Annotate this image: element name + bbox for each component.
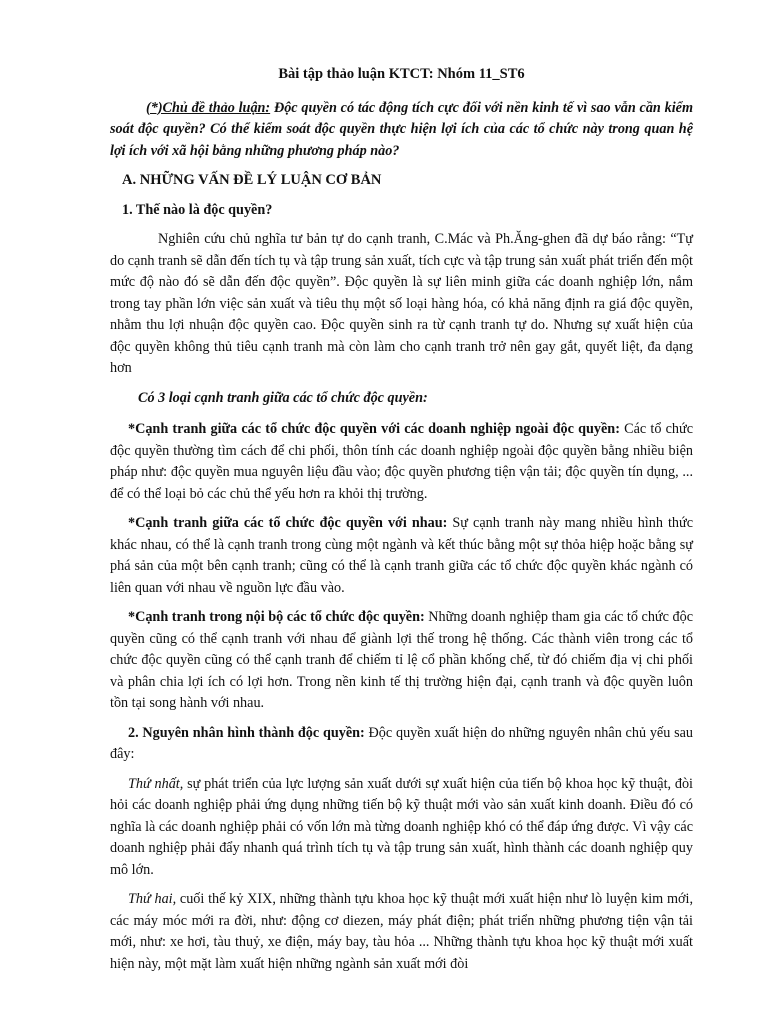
competition-item	[110, 419, 693, 505]
competition-item	[110, 513, 693, 599]
competition-item-label: *Cạnh tranh giữa các tổ chức độc quyền với nhau:	[128, 515, 448, 531]
question-2-text: Độc quyền xuất hiện do những nguyên nhân chủ yếu sau đây:	[110, 724, 694, 762]
competition-item-label: *Cạnh tranh giữa các tổ chức độc quyền với các doanh nghiệp ngoài độc quyền:	[128, 421, 620, 437]
reason-second-label: Thứ hai,	[128, 891, 177, 907]
competition-item	[110, 607, 693, 715]
question-2-label: 2. Nguyên nhân hình thành độc quyền:	[128, 724, 365, 741]
question-1-heading: 1. Thế nào là độc quyền?	[122, 201, 273, 218]
discussion-topic	[110, 98, 693, 163]
topic-label: (*)Chủ đề thảo luận:	[146, 99, 271, 116]
competition-item-label: *Cạnh tranh trong nội bộ các tổ chức độc quyền:	[128, 609, 425, 625]
competition-item-text: Những doanh nghiệp tham gia các tổ chức độc quyền cũng có thể cạnh tranh với nhau để giành lợi thế trong hệ thống. Các thành viên trong các tổ chức độc quyền cũng có thể cạnh tranh để chiếm tỉ lệ cổ phần khống chế, từ đó chiếm địa vị chi phối và phân chia lợi ích có lợi hơn. Trong nền kinh tế thị trường hiện đại, cạnh tranh và độc quyền luôn tồn tại song hành với nhau.	[110, 609, 693, 711]
question-2-paragraph	[110, 723, 693, 766]
document-title: Bài tập thảo luận KTCT: Nhóm 11_ST6	[278, 66, 525, 82]
intro-paragraph: Nghiên cứu chủ nghĩa tư bản tự do cạnh tranh, C.Mác và Ph.Ăng-ghen đã dự báo rằng: “Tự do cạnh tranh sẽ dẫn đến tích tụ và tập trung sản xuất, tích cực và tập trung sản xuất phát triển đến một mức độ nào đó sẽ dẫn đến độc quyền”. Độc quyền là sự liên minh giữa các doanh nghiệp lớn, nắm trong tay phần lớn việc sản xuất và tiêu thụ một số loại hàng hóa, có khả năng định ra giá độc quyền, nhằm thu lợi nhuận độc quyền cao. Độc quyền sinh ra từ cạnh tranh tự do. Nhưng sự xuất hiện của độc quyền không thủ tiêu cạnh tranh mà còn làm cho cạnh tranh trở nên gay gắt, quyết liệt, đa dạng hơn	[110, 231, 693, 376]
section-a-heading: A. NHỮNG VẤN ĐỀ LÝ LUẬN CƠ BẢN	[122, 172, 382, 188]
competition-item-text: Các tổ chức độc quyền thường tìm cách để chi phối, thôn tính các doanh nghiệp ngoài độc quyền bằng nhiều biện pháp như: độc quyền mua nguyên liệu đầu vào; độc quyền phương tiện vận tải; độc quyền tín dụng, ... để có thể loại bỏ các chủ thể yếu hơn ra khỏi thị trường.	[110, 421, 693, 502]
competition-item-text: Sự cạnh tranh này mang nhiều hình thức khác nhau, có thể là cạnh tranh trong cùng một ngành và kết thúc bằng một sự thỏa hiệp hoặc bằng sự phá sản của một bên cạnh tranh; cũng có thể là cạnh tranh giữa các tổ chức độc quyền khác ngành có liên quan với nhau về nguồn lực đầu vào.	[110, 515, 693, 596]
reason-first-label: Thứ nhất,	[128, 775, 184, 792]
reason-second-paragraph	[110, 889, 693, 975]
reason-first-text: sự phát triển của lực lượng sản xuất dưới sự xuất hiện của tiến bộ khoa học kỹ thuật, đòi hỏi các doanh nghiệp phải ứng dụng những tiến bộ kỹ thuật mới vào sản xuất kinh doanh. Điều đó có nghĩa là các doanh nghiệp phải có vốn lớn mà từng doanh nghiệp khó có thể đáp ứng được. Vì vậy các doanh nghiệp phải đẩy nhanh quá trình tích tụ và tập trung sản xuất, hình thành các doanh nghiệp quy mô lớn.	[110, 775, 693, 878]
competition-types-heading: Có 3 loại cạnh tranh giữa các tổ chức độc quyền:	[138, 389, 428, 406]
reason-first-paragraph	[110, 774, 693, 882]
reason-second-text: cuối thế kỷ XIX, những thành tựu khoa học kỹ thuật mới xuất hiện như lò luyện kim mới, các máy móc mới ra đời, như: động cơ diezen, máy phát điện; phát triển những phương tiện vận tải mới, như: xe hơi, tàu thuỷ, xe điện, máy bay, tàu hỏa ... Những thành tựu khoa học kỹ thuật mới xuất hiện này, một mặt làm xuất hiện những ngành sản xuất mới đòi	[110, 891, 693, 972]
topic-text: Độc quyền có tác động tích cực đối với nền kinh tế vì sao vẫn cần kiểm soát độc quyền? Có thể kiểm soát độc quyền thực hiện lợi ích của các tổ chức này trong quan hệ lợi ích với xã hội bằng những phương pháp nào?	[110, 99, 693, 159]
